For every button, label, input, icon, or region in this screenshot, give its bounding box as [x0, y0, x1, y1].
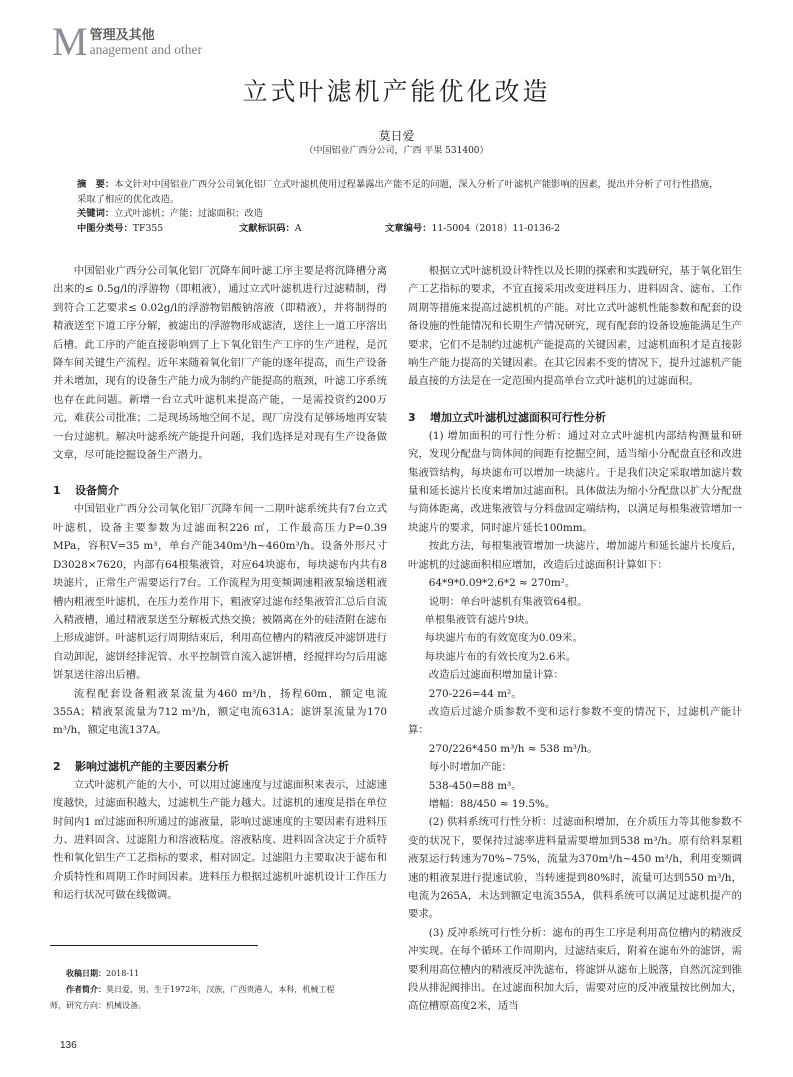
paragraph: 根据立式叶滤机设计特性以及长期的探索和实践研究，基于氧化铝生产工艺指标的要求，不宜直接采用改变进料压力、进料固含、滤布、工作周期等措施来提高过滤机机的产能。对比立式叶滤机性能参数和配套的设备设施的性能情况和长期生产情况研究，现有配套的设备设施能满足生产要求，它们不是制约过滤机产能提高的关键因素，过滤机面积才是直接影响生产能力提高的关键因素。在其它因素不变的情况下，提升过滤机产能最直接的方法是在一定范围内提高单台立式叶滤机的过滤面积。 [408, 265, 742, 388]
keywords-text: 立式叶滤机；产能；过滤面积；改造 [114, 208, 263, 219]
page-number: 136 [60, 1040, 77, 1051]
section-1-heading: 1 设备简介 [53, 484, 119, 498]
note: 改造后过滤面积增加量计算： [428, 669, 564, 682]
author-name: 莫日爱 [378, 129, 415, 143]
clc-label: 中图分类号： [77, 222, 133, 234]
calculation: 270-226=44 m²。 [428, 687, 522, 700]
article-title: 立式叶滤机产能优化改造 [242, 77, 551, 106]
bio-label: 作者简介： [66, 985, 106, 994]
section-initial: M [52, 19, 88, 64]
doc-code-label: 文献标识码： [239, 222, 295, 234]
note: 每块滤片布的有效宽度为0.09米。 [424, 632, 583, 645]
calculation: 增幅：88/450 ≈ 19.5%。 [428, 797, 556, 810]
section-3-paragraph: (1) 增加面积的可行性分析：通过对立式叶滤机内部结构测量和研究，发现分配盘与筒体间的间距有挖掘空间，适当缩小分配盘直径和改进集液管结构，每块滤布可以增加一块滤片。于是我们决定采取增加滤片数量和延长滤片长度来增加过滤面积。具体做法为缩小分配盘以扩大分配盘与筒体距离，改进集液管与分料盘固定端结构，以满足每根集液管增加一块滤片的要求，同时滤片延长100mm。 [408, 429, 742, 534]
note: 单根集液管有滤片9块。 [424, 613, 536, 626]
section-1-paragraph: 中国铝业广西分公司氧化铝厂沉降车间一二期叶滤系统共有7台立式叶滤机，设备主要参数为过滤面积226 ㎡，工作最高压力P=0.39 MPa，容积V=35 m³，单台产能340m³/h~460m³/h。设备外形尺寸D3028×7620，内部有64根集液管，对应64块滤布，每块滤布内共有8块滤片，正常生产需要运行7台。工作流程为用变频调速粗液泵输送粗液槽内粗液至叶滤机，在压力差作用下，粗液穿过滤布经集液管汇总后自流入精液槽，通过精液泵送至分解板式热交换；被隔离在外的硅渣附在滤布上形成滤饼。叶滤机运行周期结束后，利用高位槽内的精液反冲滤饼进行自动卸泥，滤饼经排泥管、水平控制管自流入滤饼槽，经搅拌均匀后用滤饼泵送往溶出后槽。 [53, 503, 387, 682]
article-no-label: 文章编号： [385, 222, 432, 234]
received-date: 2018-11 [106, 969, 140, 978]
section-3-paragraph: 改造后过滤介质参数不变和运行参数不变的情况下，过滤机产能计算： [408, 705, 742, 737]
clc-value: TF355 [132, 222, 164, 234]
section-2-paragraph: 立式叶滤机产能的大小，可以用过滤速度与过滤面积来表示，过滤速度越快，过滤面积越大，过滤机生产能力越大。过滤机的速度是指在单位时间内1 ㎡过滤面积所通过的滤液量，影响过滤速度的主要因素有进料压力、进料固含、过滤阻力和溶液粘度。溶液粘度、进料固含决定于介质特性和氧化铝生产工艺指标的要求，相对固定。过滤阻力主要取决于滤布和介质特性和周期工作时间因素。进料压力根据过滤机叶滤机设计工作压力和运行状况可做在线微调。 [53, 778, 387, 902]
note: 说明：单台叶滤机有集液管64根。 [428, 595, 588, 608]
abstract-text: 本文针对中国铝业广西分公司氧化铝厂立式叶滤机使用过程暴露出产能不足的问题，深入分析了叶滤机产能影响的因素，提出并分析了可行性措施，采取了相应的优化改造。 [77, 179, 719, 205]
section-3-paragraph: (3) 反冲系统可行性分析：滤布的再生工序是利用高位槽内的精液反冲实现。在每个循环工作周期内，过滤结束后，附着在滤布外的滤饼，需要利用高位槽内的精液反冲洗滤布，将滤饼从滤布上脱落，自然沉淀到锥段从排泥阀排出。在过滤面积加大后，需要对应的反冲液量按比例加大，高位槽原高度2米，适当 [408, 926, 742, 1013]
keywords-label: 关键词： [77, 208, 115, 219]
section-title-cn: 管理及其他 [89, 28, 155, 43]
footnote-divider [50, 945, 258, 946]
note: 每块滤片布的有效长度为2.6米。 [424, 650, 577, 663]
section-3-paragraph: 按此方法，每根集液管增加一块滤片，增加滤片和延长滤片长度后，叶滤机的过滤面积相应增加，改造后过滤面积计算如下： [408, 540, 742, 571]
author-affiliation: （中国铝业广西分公司，广西 平果 531400） [304, 146, 489, 156]
doc-code-value: A [294, 222, 302, 234]
author-bio: 莫日爱，男，生于1972年，汉族，广西贵港人，本科，机械工程师，研究方向：机械设备。 [50, 985, 335, 1010]
section-3-heading: 3 增加立式叶滤机过滤面积可行性分析 [408, 410, 606, 424]
abstract-label: 摘 要： [77, 179, 115, 190]
received-label: 收稿日期： [66, 969, 106, 978]
section-1-paragraph: 流程配套设备粗液泵流量为460 m³/h，扬程60m，额定电流355A；精液泵流量为712 m³/h，额定电流631A；滤饼泵流量为170 m³/h，额定电流137A。 [53, 687, 387, 737]
section-title-en: anagement and other [89, 42, 203, 57]
keywords [77, 207, 727, 222]
calculation: 538-450=88 m³。 [428, 779, 522, 792]
intro-paragraph: 中国铝业广西分公司氧化铝厂沉降车间叶滤工序主要是将沉降槽分离出来的≤ 0.5g/l的浮游物（即粗液），通过立式叶滤机进行过滤精制，得到符合工艺要求≤ 0.02g/l的浮游物铝酸钠溶液（即精液），并将制得的精液送至下道工序分解，被滤出的浮游物形成滤渣，送往上一道工序溶出后槽。此工序的产能直接影响到了上下氧化铝生产工序的生产进程，是沉降车间关键生产流程。近年来随着氧化铝厂产能的逐年提高，而生产设备并未增加，现有的设备生产能力成为制约产能提高的瓶颈，叶滤工序系统也存在此问题。新增一台立式叶滤机来提高产能，一是需投资约200万元，难获公司批准；二是现场场地空间不足，现厂房没有足够场地再安装一台过滤机。解决叶滤系统产能提升问题，我们选择是对现有生产设备做文章，尽可能挖掘设备生产潜力。 [53, 265, 387, 462]
article-no-value: 11-5004（2018）11-0136-2 [431, 222, 561, 234]
left-column [53, 262, 387, 905]
calculation: 270/226*450 m³/h ≈ 538 m³/h。 [428, 742, 598, 755]
abstract [77, 178, 727, 207]
abstract-block [77, 178, 727, 236]
right-column [408, 262, 742, 1016]
section-2-heading: 2 影响过滤机产能的主要因素分析 [53, 759, 229, 773]
footnote [50, 966, 350, 1014]
section-header [52, 19, 203, 64]
section-3-paragraph: (2) 供料系统可行性分析：过滤面积增加，在介质压力等其他参数不变的状况下，要保持过滤率进料量需要增加到538 m³/h。原有给料泵粗液泵运行转速为70%~75%，流量为370m³/h~450 m³/h，利用变频调速的粗液泵进行提速试验，当转速提到80%时，流量可达到550 m³/h，电流为265A，未达到额定电流355A，供料系统可以满足过滤机提产的要求。 [408, 816, 742, 921]
classification-row [77, 222, 727, 237]
calculation: 64*9*0.09*2.6*2 ≈ 270m²。 [428, 577, 576, 590]
note: 每小时增加产能： [428, 761, 512, 774]
